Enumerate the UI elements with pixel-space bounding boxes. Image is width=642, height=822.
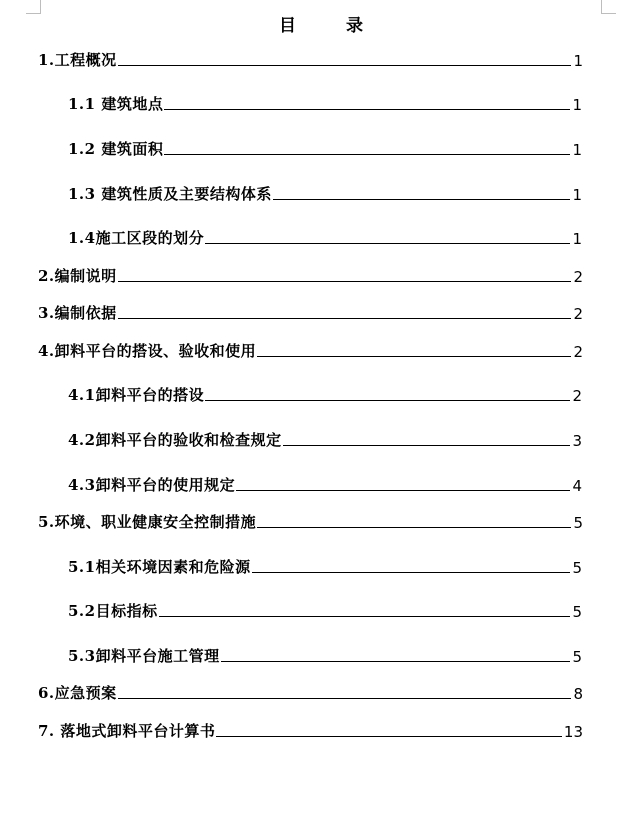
toc-entry-page: 13 [563, 723, 583, 741]
toc-leader [118, 65, 571, 66]
toc-entry-label: 1.4施工区段的划分 [68, 229, 205, 247]
toc-entry[interactable] [68, 599, 582, 621]
toc-entry-page: 1 [572, 230, 582, 248]
toc-entry-label: 4.卸料平台的搭设、验收和使用 [38, 342, 257, 360]
toc-entry-page: 1 [572, 141, 582, 159]
toc-entry[interactable] [38, 719, 583, 741]
toc-leader [273, 199, 570, 200]
toc-entry[interactable] [68, 226, 582, 248]
toc-entry-label: 5.3卸料平台施工管理 [68, 647, 220, 665]
toc-entry-page: 3 [572, 432, 582, 450]
toc-entry-label: 2.编制说明 [38, 267, 117, 285]
toc-entry-label: 1.3 建筑性质及主要结构体系 [68, 185, 272, 203]
toc-entry[interactable] [38, 264, 583, 286]
toc-leader [221, 661, 570, 662]
toc-entry[interactable] [68, 137, 582, 159]
toc-entry[interactable] [38, 510, 583, 532]
toc-entry-label: 1.工程概况 [38, 51, 117, 69]
toc-entry-page: 1 [572, 186, 582, 204]
toc-entry-label: 7. 落地式卸料平台计算书 [38, 722, 216, 740]
toc-entry[interactable] [68, 383, 582, 405]
toc-leader [205, 400, 570, 401]
toc-leader [164, 154, 570, 155]
toc-leader [159, 616, 570, 617]
toc-entry-label: 5.环境、职业健康安全控制措施 [38, 513, 257, 531]
toc-entry-page: 5 [572, 648, 582, 666]
toc-entry[interactable] [38, 301, 583, 323]
toc-entry-label: 6.应急预案 [38, 684, 117, 702]
toc-entry-page: 5 [573, 514, 583, 532]
toc-entry-page: 2 [572, 387, 582, 405]
toc-entry[interactable] [68, 182, 582, 204]
toc-entry-page: 1 [573, 52, 583, 70]
toc-leader [257, 356, 571, 357]
toc-entry[interactable] [68, 555, 582, 577]
toc-entry[interactable] [68, 473, 582, 495]
toc-entry-label: 1.2 建筑面积 [68, 140, 164, 158]
toc-leader [205, 243, 570, 244]
toc-leader [216, 736, 562, 737]
toc-entry-page: 2 [573, 268, 583, 286]
toc-leader [236, 490, 570, 491]
toc-entry-label: 4.2卸料平台的验收和检查规定 [68, 431, 282, 449]
toc-entry[interactable] [38, 681, 583, 703]
toc-leader [118, 698, 571, 699]
toc-entry-label: 1.1 建筑地点 [68, 95, 164, 113]
toc-leader [252, 572, 570, 573]
toc-entry-label: 4.1卸料平台的搭设 [68, 386, 205, 404]
toc-entry[interactable] [38, 339, 583, 361]
toc-leader [257, 527, 571, 528]
toc-entry[interactable] [68, 428, 582, 450]
toc-entry-page: 5 [572, 559, 582, 577]
toc-entry-label: 5.1相关环境因素和危险源 [68, 558, 251, 576]
toc-title: 目 录 [279, 16, 385, 36]
toc-entry[interactable] [38, 48, 583, 70]
toc-entry-page: 2 [573, 305, 583, 323]
toc-entry-label: 3.编制依据 [38, 304, 117, 322]
toc-entry-label: 4.3卸料平台的使用规定 [68, 476, 236, 494]
toc-entry-label: 5.2目标指标 [68, 602, 158, 620]
toc-entry-page: 4 [572, 477, 582, 495]
toc-entry-page: 8 [573, 685, 583, 703]
toc-leader [118, 318, 571, 319]
toc-entry-page: 5 [572, 603, 582, 621]
toc-leader [118, 281, 571, 282]
toc-leader [164, 109, 570, 110]
toc-entry[interactable] [68, 644, 582, 666]
toc-entry-page: 1 [572, 96, 582, 114]
toc-entry-page: 2 [573, 343, 583, 361]
toc-leader [283, 445, 570, 446]
toc-entry[interactable] [68, 92, 582, 114]
